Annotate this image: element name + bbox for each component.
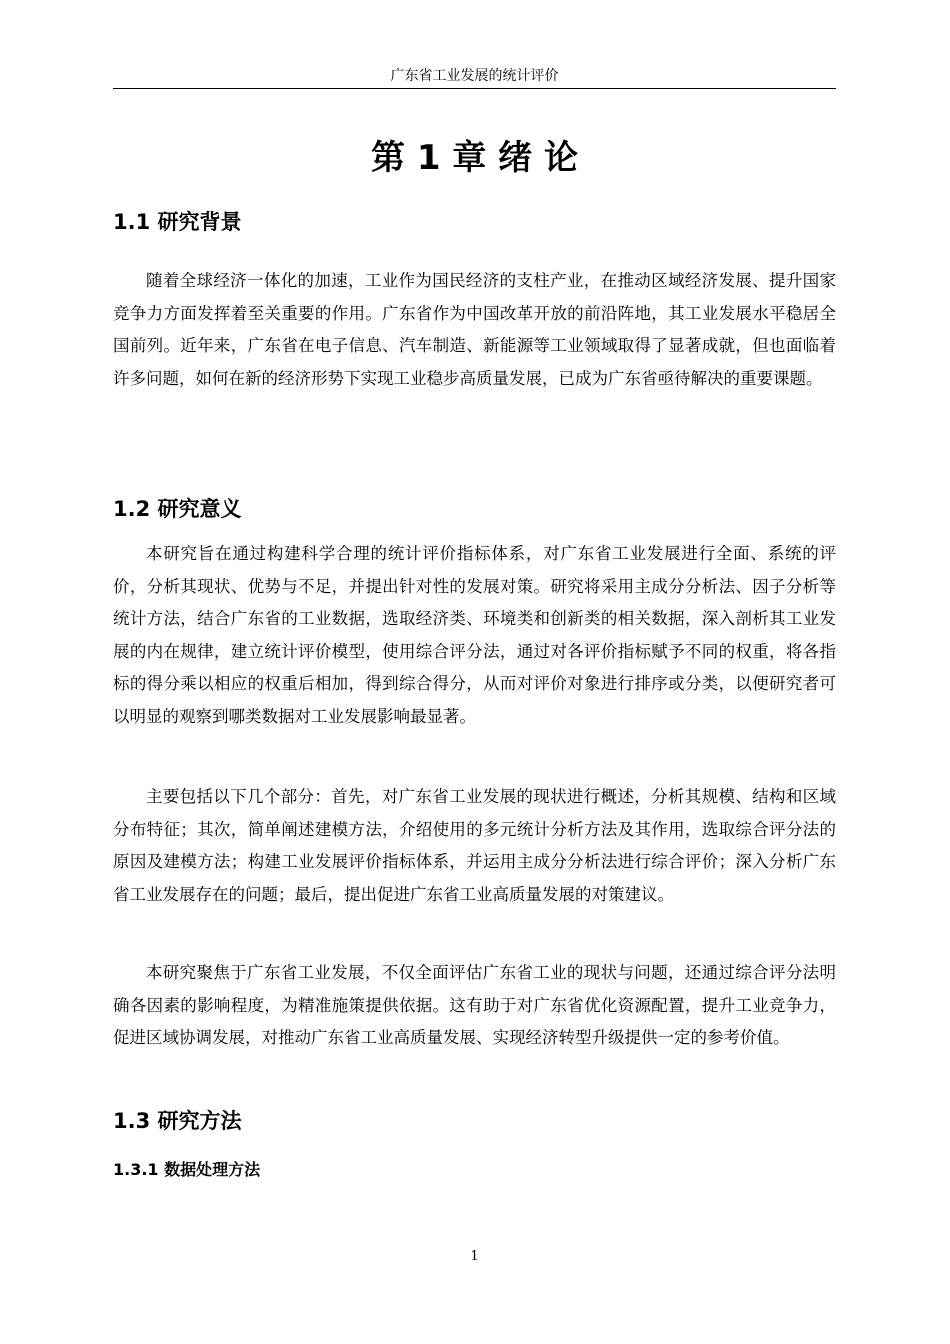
section-heading-background: 1.1 研究背景 [113, 210, 242, 234]
header-rule [113, 88, 836, 89]
section-heading-methods: 1.3 研究方法 [113, 1109, 242, 1133]
paragraph-significance-1: 本研究旨在通过构建科学合理的统计评价指标体系，对广东省工业发展进行全面、系统的评价，分析其现状、优势与不足，并提出针对性的发展对策。研究将采用主成分分析法、因子分析等统计方法，结合广东省的工业数据，选取经济类、环境类和创新类的相关数据，深入剖析其工业发展的内在规律，建立统计评价模型，使用综合评分法，通过对各评价指标赋予不同的权重，将各指标的得分乘以相应的权重后相加，得到综合得分，从而对评价对象进行排序或分类，以便研究者可以明显的观察到哪类数据对工业发展影响最显著。 [113, 544, 836, 726]
running-header: 广东省工业发展的统计评价 [390, 68, 559, 84]
chapter-title: 第 1 章 绪 论 [370, 138, 578, 178]
subsection-heading-data-processing: 1.3.1 数据处理方法 [113, 1160, 261, 1179]
paragraph-significance-3: 本研究聚焦于广东省工业发展，不仅全面评估广东省工业的现状与问题，还通过综合评分法明确各因素的影响程度，为精准施策提供依据。这有助于对广东省优化资源配置，提升工业竞争力，促进区域协调发展，对推动广东省工业高质量发展、实现经济转型升级提供一定的参考价值。 [113, 963, 836, 1047]
paragraph-background: 随着全球经济一体化的加速，工业作为国民经济的支柱产业，在推动区域经济发展、提升国家竞争力方面发挥着至关重要的作用。广东省作为中国改革开放的前沿阵地，其工业发展水平稳居全国前列。近年来，广东省在电子信息、汽车制造、新能源等工业领域取得了显著成就，但也面临着许多问题，如何在新的经济形势下实现工业稳步高质量发展，已成为广东省亟待解决的重要课题。 [113, 271, 836, 388]
paragraph-significance-2: 主要包括以下几个部分：首先，对广东省工业发展的现状进行概述，分析其规模、结构和区域分布特征；其次，简单阐述建模方法，介绍使用的多元统计分析方法及其作用，选取综合评分法的原因及建模方法；构建工业发展评价指标体系，并运用主成分分析法进行综合评价；深入分析广东省工业发展存在的问题；最后，提出促进广东省工业高质量发展的对策建议。 [113, 787, 836, 904]
section-heading-significance: 1.2 研究意义 [113, 497, 242, 521]
page-number: 1 [470, 1249, 479, 1264]
